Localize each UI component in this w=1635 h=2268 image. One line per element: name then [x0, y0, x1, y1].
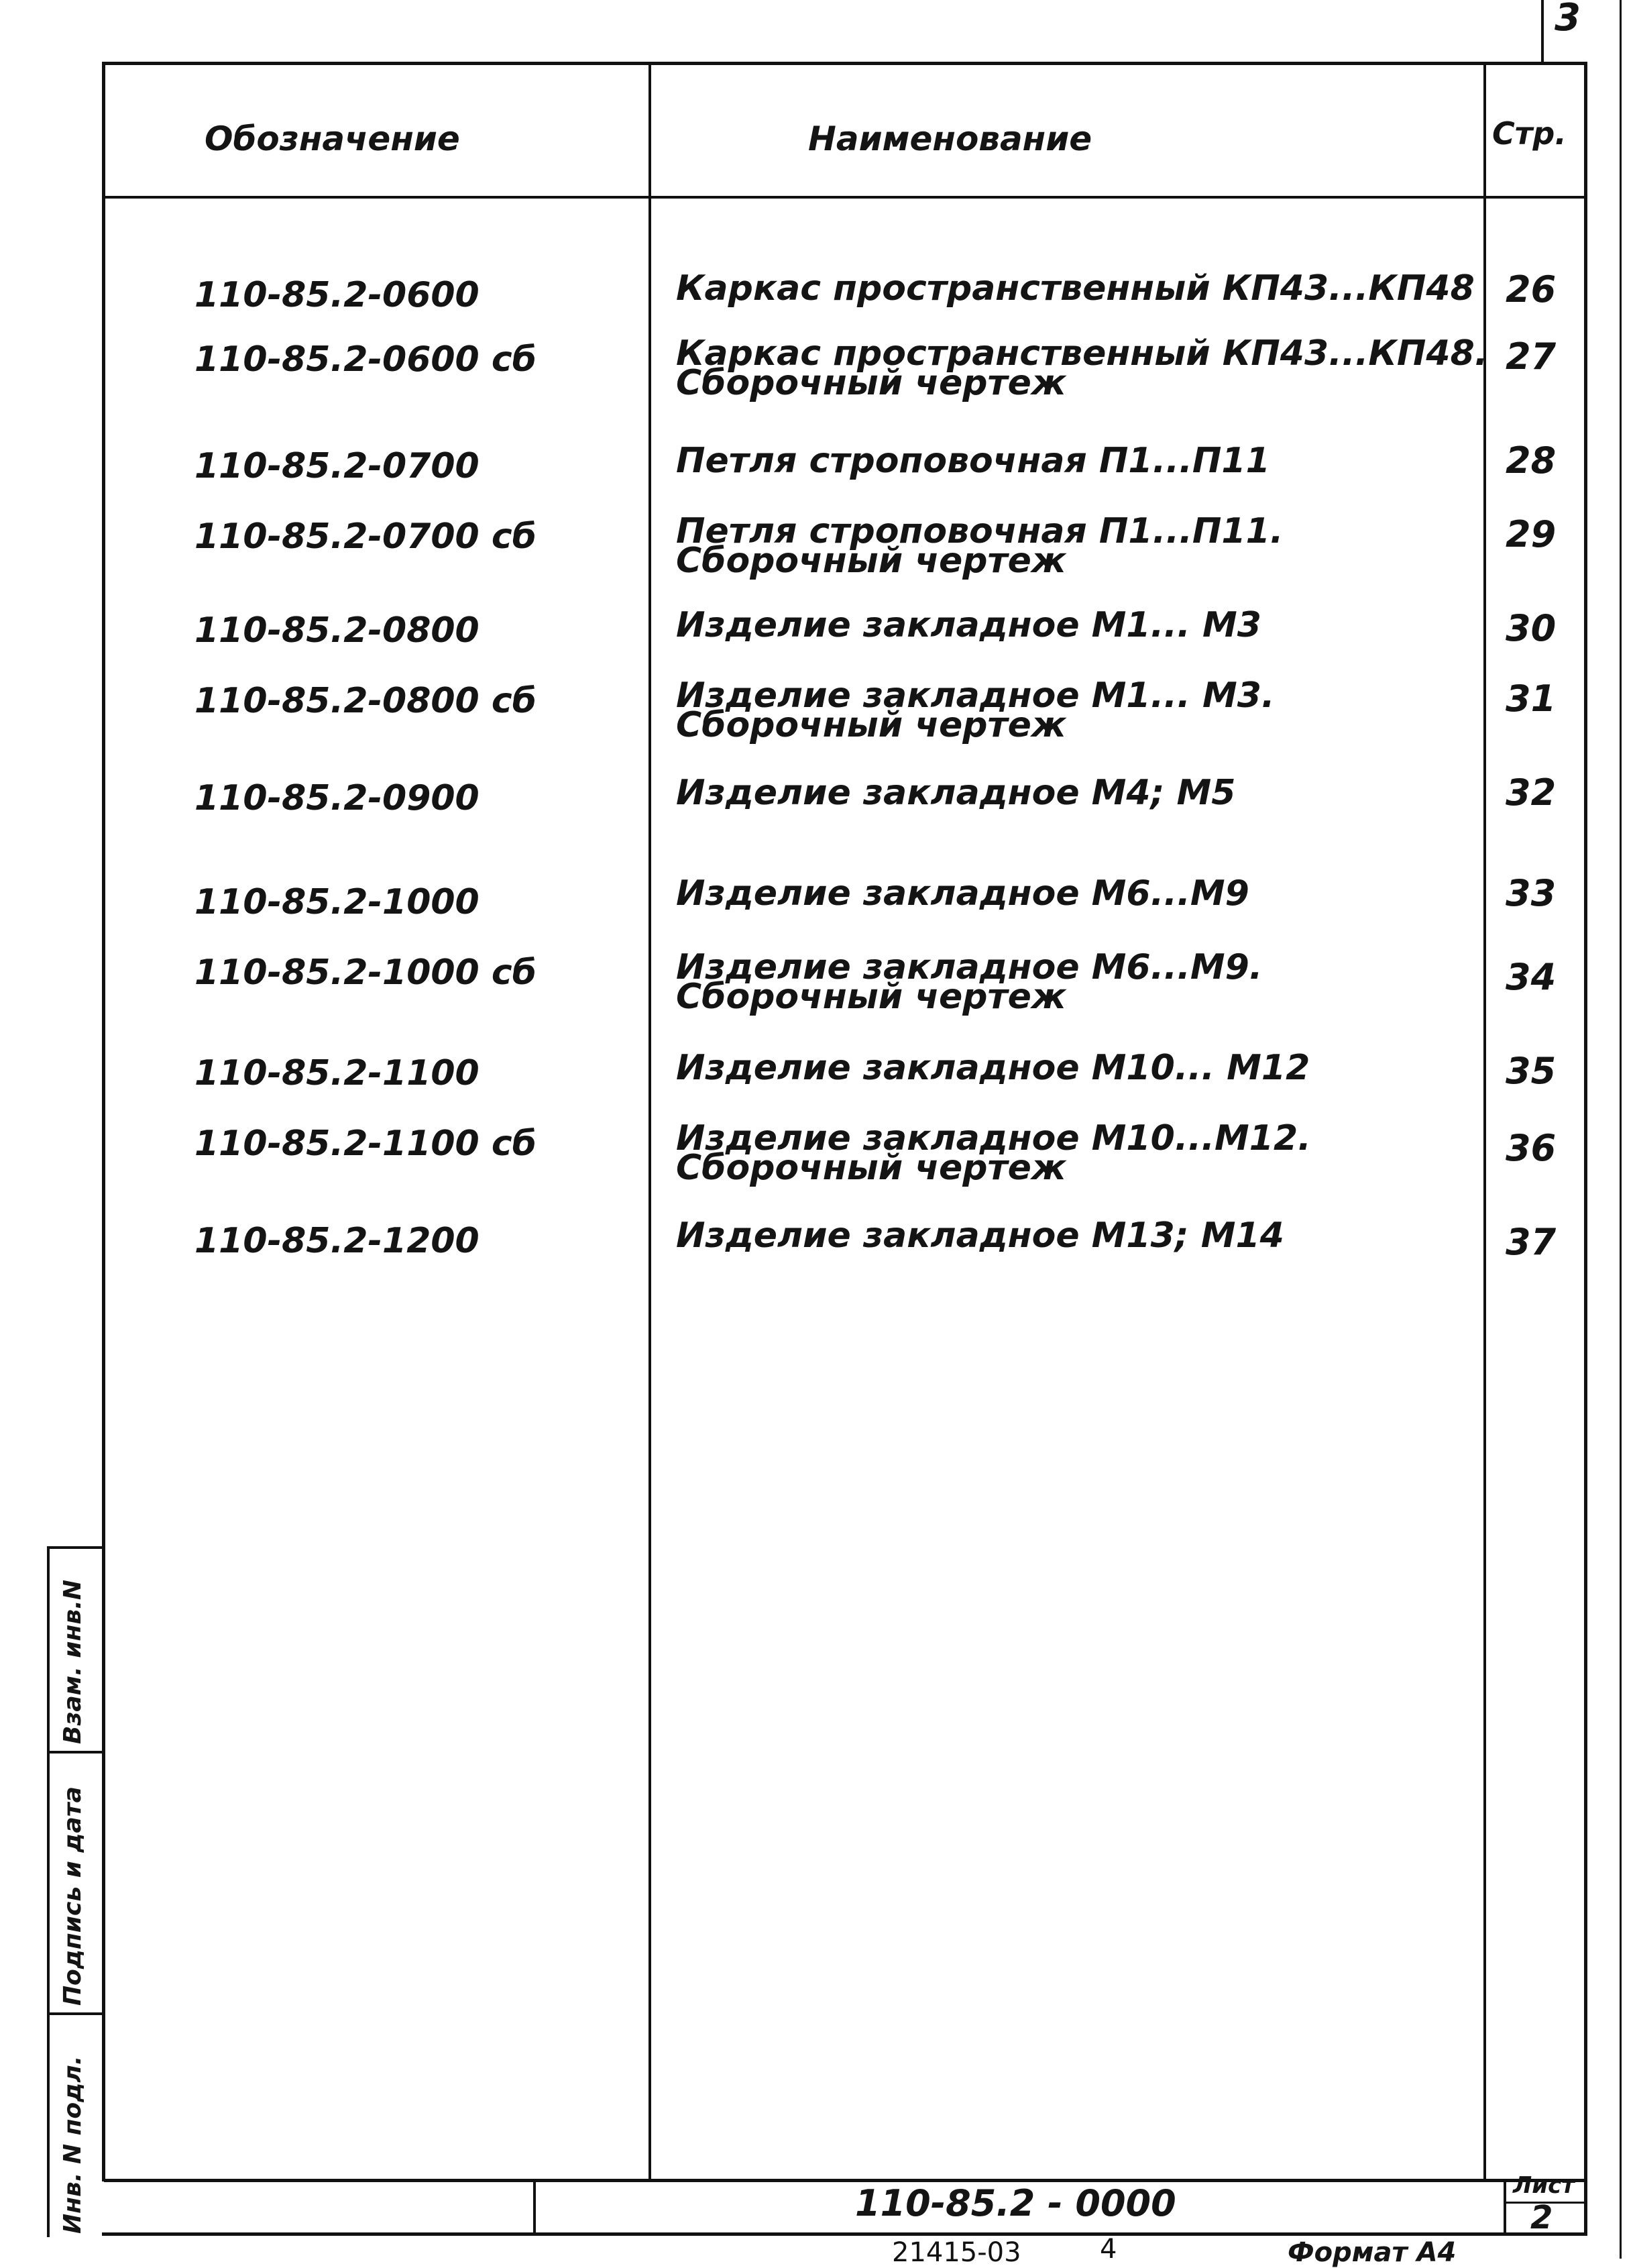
row-code: 110-85.2-1000 сб: [194, 953, 537, 993]
row-page: 27: [1506, 335, 1557, 378]
format-label: Формат А4: [1288, 2237, 1457, 2268]
row-name: Петля строповочная П1...П11: [676, 441, 1270, 481]
row-code: 110-85.2-0700 сб: [194, 517, 537, 557]
row-code: 110-85.2-0800 сб: [194, 681, 537, 721]
row-name: Изделие закладное М6...М9: [676, 873, 1249, 914]
row-name: Изделие закладное М4; М5: [676, 773, 1236, 813]
row-code: 110-85.2-1100 сб: [194, 1124, 537, 1164]
side-stamp-top-line: [47, 1546, 104, 1549]
title-block-top-line: [104, 2179, 1586, 2182]
row-page: 33: [1506, 872, 1557, 914]
side-stamp-left-line: [47, 1546, 50, 2237]
row-code: 110-85.2-0900: [194, 778, 480, 818]
row-page: 26: [1506, 268, 1557, 311]
title-block-divider-left: [533, 2179, 536, 2235]
archive-number: 21415-03: [892, 2237, 1021, 2268]
side-label-sign-date: Подпись и дата: [59, 1786, 87, 2006]
row-page: 35: [1506, 1050, 1557, 1092]
row-page: 29: [1506, 513, 1557, 555]
row-name: Каркас пространственный КП43...КП48: [676, 268, 1475, 309]
row-name: Изделие закладное М13; М14: [676, 1216, 1284, 1256]
header-designation: Обозначение: [205, 119, 460, 158]
side-label-inv-dup: Взам. инв.N: [59, 1580, 87, 1744]
row-name: Изделие закладное М6...М9. Сборочный чертеж: [676, 947, 1263, 1017]
row-name: Изделие закладное М10... М12: [676, 1048, 1310, 1088]
outer-edge-line: [1620, 0, 1622, 2259]
title-block-divider-right: [1504, 2179, 1506, 2235]
row-page: 28: [1506, 439, 1557, 482]
row-name: Петля строповочная П1...П11. Сборочный чертеж: [676, 511, 1284, 581]
row-name: Изделие закладное М1... М3: [676, 605, 1261, 645]
side-stamp-divider-2: [47, 2012, 104, 2015]
frame-top-line: [104, 62, 1586, 65]
column-divider-1: [649, 62, 651, 2181]
header-bottom-line: [104, 196, 1586, 199]
row-code: 110-85.2-1200: [194, 1221, 480, 1261]
row-page: 34: [1506, 956, 1557, 998]
header-name: Наименование: [808, 119, 1092, 158]
corner-mark-line: [1541, 0, 1544, 62]
frame-right-line: [1584, 62, 1587, 2235]
row-code: 110-85.2-0600 сб: [194, 339, 537, 380]
row-page: 32: [1506, 771, 1557, 814]
header-page: Стр.: [1492, 115, 1567, 152]
row-code: 110-85.2-1100: [194, 1053, 480, 1093]
side-stamp-divider-1: [47, 1751, 104, 1753]
row-name: Изделие закладное М1... М3. Сборочный чертеж: [676, 676, 1275, 745]
row-page: 30: [1506, 607, 1557, 649]
copy-number: 4: [1100, 2234, 1117, 2265]
row-code: 110-85.2-0700: [194, 446, 480, 486]
row-code: 110-85.2-1000: [194, 882, 480, 922]
row-page: 37: [1506, 1221, 1557, 1263]
sheet-number: 2: [1530, 2199, 1553, 2236]
row-page: 31: [1506, 678, 1557, 720]
frame-left-line: [102, 62, 105, 2181]
row-code: 110-85.2-0600: [194, 275, 480, 315]
row-name: Изделие закладное М10...М12. Сборочный чертеж: [676, 1118, 1311, 1188]
row-page: 36: [1506, 1127, 1557, 1169]
corner-page-number: 3: [1555, 0, 1581, 40]
sheet-label: Лист: [1513, 2172, 1575, 2199]
side-label-inv-orig: Инв. N подл.: [59, 2055, 87, 2234]
row-code: 110-85.2-0800: [194, 610, 480, 651]
title-block-bottom-line: [102, 2232, 1587, 2236]
document-code: 110-85.2 - 0000: [855, 2182, 1176, 2224]
row-name: Каркас пространственный КП43...КП48. Сборочный чертеж: [676, 333, 1488, 403]
